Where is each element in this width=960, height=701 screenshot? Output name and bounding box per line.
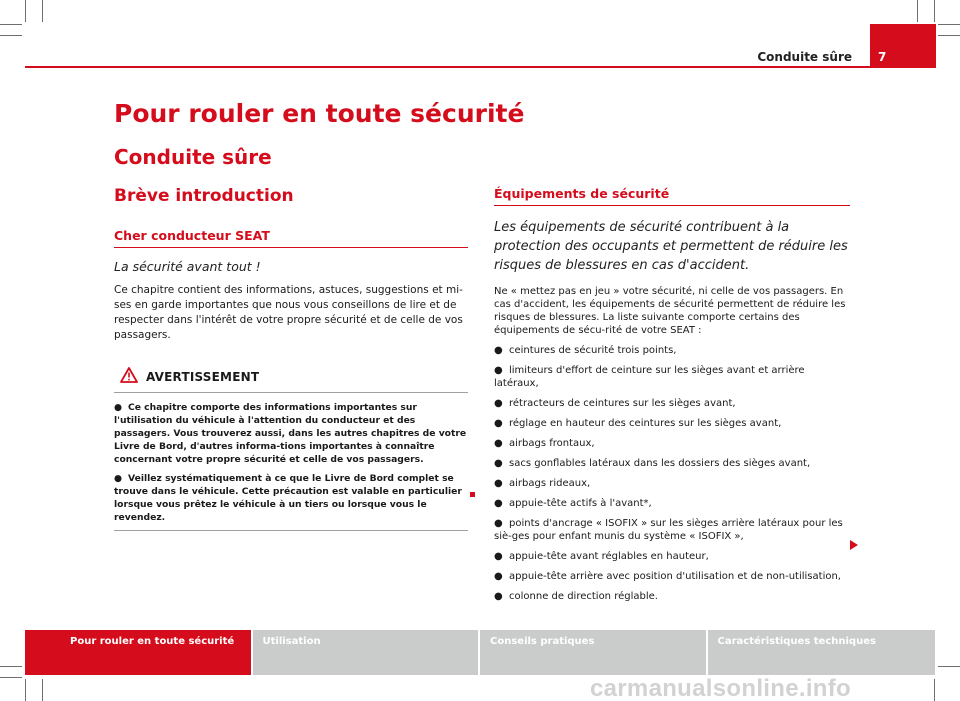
running-title: Conduite sûre — [757, 50, 852, 64]
footer-tab-caracteristiques-techniques[interactable]: Caractéristiques techniques — [708, 630, 936, 675]
crop-mark — [0, 677, 22, 678]
bullet-dot: ● — [494, 571, 503, 582]
warning-item-text: Ce chapitre comporte des informations importantes sur l'utilisation du véhicule à l'attention du conducteur et des passagers. Vous trouverez aussi, dans les autres chapitres de votre Livre de Bord, d'autres informa-tions importantes à connaître concernant votre propre sécurité et celle de vos passagers. — [114, 402, 467, 465]
crop-mark — [917, 0, 918, 22]
page-number: 7 — [878, 50, 887, 64]
crop-mark — [934, 0, 935, 22]
bullet-dot: ● — [494, 478, 503, 489]
header-rule — [25, 66, 935, 68]
list-item-text: limiteurs d'effort de ceinture sur les sièges avant et arrière latéraux, — [494, 365, 805, 389]
bullet-dot: ● — [494, 398, 503, 409]
list-item-text: airbags rideaux, — [509, 478, 591, 489]
crop-mark — [938, 666, 960, 667]
bullet-dot: ● — [494, 458, 503, 469]
right-paragraph: Ne « mettez pas en jeu » votre sécurité, ni celle de vos passagers. En cas d'accident, les équipements de sécurité permettent de réduire les risques de blessures. La liste suivante comporte certains des équipements de sécu-rité de votre SEAT : — [494, 286, 846, 336]
list-item — [494, 477, 850, 490]
footer-nav — [25, 630, 935, 675]
list-item — [494, 497, 850, 510]
left-section-heading: Cher conducteur SEAT — [114, 228, 468, 248]
warning-header — [114, 363, 468, 393]
crop-mark — [0, 24, 22, 25]
list-item — [494, 397, 850, 410]
list-item-text: appuie-tête arrière avec position d'utilisation et de non-utilisation, — [509, 571, 841, 582]
list-item — [494, 570, 850, 583]
crop-mark — [42, 679, 43, 701]
list-item-text: airbags frontaux, — [509, 438, 595, 449]
crop-mark — [0, 666, 22, 667]
warning-triangle-icon — [120, 367, 138, 387]
right-column — [494, 186, 850, 610]
list-item-text: appuie-tête avant réglables en hauteur, — [509, 551, 709, 562]
crop-mark — [25, 0, 26, 22]
list-item — [494, 517, 850, 543]
watermark: carmanualsonline.info — [590, 675, 852, 701]
crop-mark — [42, 0, 43, 22]
bullet-dot: ● — [494, 345, 503, 356]
section-end-marker — [470, 492, 475, 497]
warning-item — [114, 472, 468, 524]
list-item-text: appuie-tête actifs à l'avant*, — [509, 498, 652, 509]
section-title: Conduite sûre — [114, 145, 272, 169]
chapter-title: Pour rouler en toute sécurité — [114, 99, 525, 128]
bullet-dot: ● — [494, 418, 503, 429]
list-item — [494, 457, 850, 470]
crop-mark — [934, 679, 935, 701]
list-item-text: ceintures de sécurité trois points, — [509, 345, 677, 356]
footer-tab-conseils-pratiques[interactable]: Conseils pratiques — [480, 630, 708, 675]
safety-equipment-list — [494, 344, 850, 603]
warning-body — [114, 393, 468, 531]
warning-box — [114, 363, 468, 531]
left-paragraph: Ce chapitre contient des informations, astuces, suggestions et mi-ses en garde importantes que nous vous conseillons de lire et de respecter dans l'intérêt de votre propre sécurité et de celle de vos passagers. — [114, 284, 463, 341]
list-item-text: réglage en hauteur des ceintures sur les sièges avant, — [509, 418, 782, 429]
list-item — [494, 344, 850, 357]
list-item — [494, 417, 850, 430]
list-item — [494, 590, 850, 603]
continue-arrow-icon — [850, 540, 858, 550]
crop-mark — [938, 35, 960, 36]
footer-tab-utilisation[interactable]: Utilisation — [253, 630, 481, 675]
warning-title: AVERTISSEMENT — [146, 370, 260, 384]
bullet-dot: ● — [494, 591, 503, 602]
crop-mark — [938, 24, 960, 25]
crop-mark — [25, 679, 26, 701]
list-item — [494, 550, 850, 563]
list-item-text: sacs gonflables latéraux dans les dossiers des sièges avant, — [509, 458, 811, 469]
left-intro: La sécurité avant tout ! — [114, 259, 261, 274]
bullet-dot: ● — [494, 438, 503, 449]
right-section-heading: Équipements de sécurité — [494, 186, 850, 206]
bullet-dot: ● — [494, 498, 503, 509]
footer-tab-securite[interactable]: Pour rouler en toute sécurité — [25, 630, 253, 675]
bullet-dot: ● — [494, 365, 503, 376]
warning-item-text: Veillez systématiquement à ce que le Livre de Bord complet se trouve dans le véhicule. Cette précaution est valable en particulier lorsque vous prêtez le véhicule à un tiers ou lorsque vous le revendez. — [114, 473, 462, 523]
bullet-dot: ● — [114, 473, 123, 484]
list-item — [494, 364, 850, 390]
list-item — [494, 437, 850, 450]
bullet-dot: ● — [494, 518, 503, 529]
list-item-text: rétracteurs de ceintures sur les sièges avant, — [509, 398, 736, 409]
list-item-text: colonne de direction réglable. — [509, 591, 658, 602]
crop-mark — [0, 35, 22, 36]
right-intro: Les équipements de sécurité contribuent à la protection des occupants et permettent de réduire les risques de blessures en cas d'accident. — [494, 220, 848, 273]
bullet-dot: ● — [114, 402, 123, 413]
list-item-text: points d'ancrage « ISOFIX » sur les sièges arrière latéraux pour les siè-ges pour enfant munis du système « ISOFIX », — [494, 518, 843, 542]
warning-item — [114, 401, 468, 466]
bullet-dot: ● — [494, 551, 503, 562]
left-column — [114, 228, 468, 531]
subsection-title: Brève introduction — [114, 186, 294, 206]
